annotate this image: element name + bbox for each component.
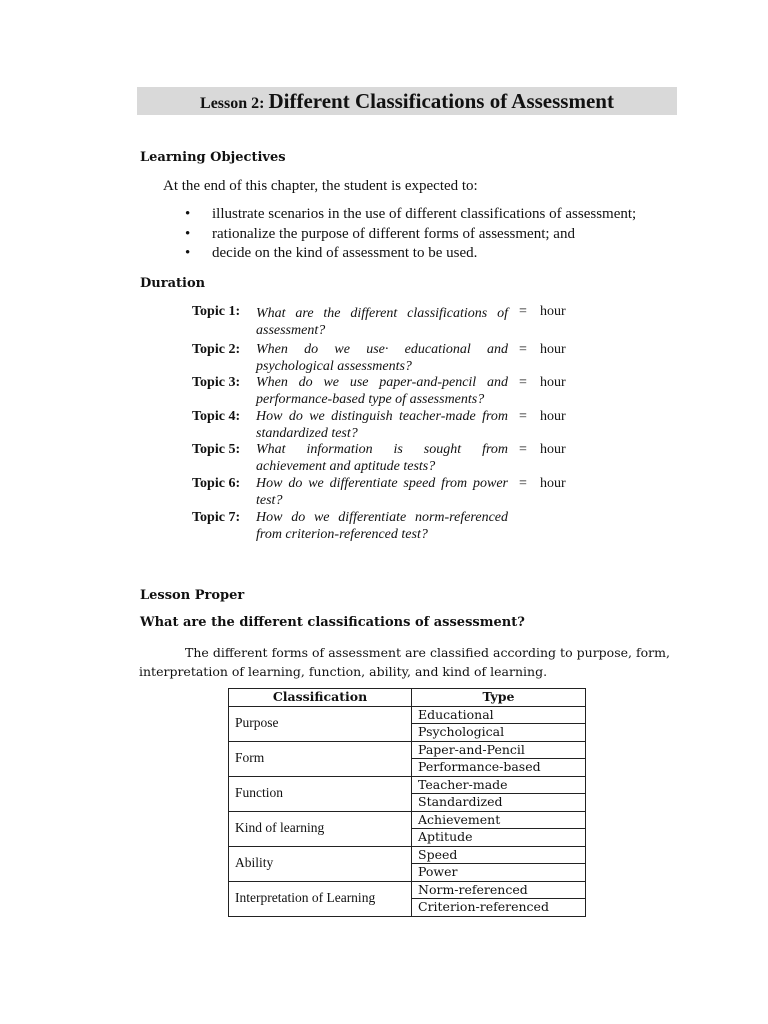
- topic-equals: =: [519, 304, 527, 319]
- table-row: [229, 741, 586, 759]
- topic-question: When do we use paper-and-pencil and performance-based type of assessments?: [256, 375, 508, 407]
- header-classification: Classification: [229, 689, 412, 707]
- table-row: [229, 706, 586, 724]
- topic-duration-unit: hour: [540, 476, 566, 491]
- duration-heading: Duration: [140, 276, 206, 291]
- type-cell: Norm-referenced: [412, 881, 586, 899]
- topic-equals: =: [519, 476, 527, 491]
- topic-question: How do we differentiate speed from power test?: [256, 476, 508, 508]
- classification-cell: Ability: [229, 846, 412, 881]
- lesson-title-bar: [137, 87, 677, 115]
- lesson-title: Different Classifications of Assessment: [268, 89, 614, 113]
- topic-question: What are the different classifications of assessment?: [256, 306, 508, 338]
- objective-item: • decide on the kind of assessment to be used.: [163, 244, 636, 264]
- type-cell: Teacher-made: [412, 776, 586, 794]
- classification-table: [228, 688, 586, 917]
- bullet-icon: •: [185, 225, 191, 242]
- topic-duration-unit: hour: [540, 342, 566, 357]
- bullet-icon: •: [185, 206, 191, 222]
- header-type: Type: [412, 689, 586, 707]
- topic-question: When do we use· educational and psychological assessments?: [256, 342, 508, 374]
- type-cell: Educational: [412, 706, 586, 724]
- objective-item: • rationalize the purpose of different forms of assessment; and: [163, 225, 636, 245]
- topic-label: Topic 2:: [192, 342, 241, 357]
- lesson-proper-heading: Lesson Proper: [140, 588, 245, 603]
- topic-equals: =: [519, 442, 527, 457]
- classification-cell: Interpretation of Learning: [229, 881, 412, 916]
- topic-duration-unit: hour: [540, 304, 566, 319]
- table-row: [229, 811, 586, 829]
- topic-label: Topic 4:: [192, 409, 241, 424]
- topic-equals: =: [519, 342, 527, 357]
- section-question: What are the different classifications of assessment?: [140, 615, 525, 630]
- topic-equals: =: [519, 409, 527, 424]
- intro-paragraph: The different forms of assessment are classified according to purpose, form, interpretation of learning, function, ability, and kind of learning.: [139, 645, 670, 679]
- type-cell: Speed: [412, 846, 586, 864]
- topic-duration-unit: hour: [540, 409, 566, 424]
- type-cell: Criterion-referenced: [412, 899, 586, 917]
- type-cell: Psychological: [412, 724, 586, 742]
- topic-question: What information is sought from achievement and aptitude tests?: [256, 442, 508, 474]
- topic-label: Topic 7:: [192, 510, 241, 525]
- objectives-list: [163, 205, 636, 264]
- type-cell: Performance-based: [412, 759, 586, 777]
- bullet-icon: •: [185, 245, 191, 261]
- topic-question: How do we distinguish teacher-made from standardized test?: [256, 409, 508, 441]
- topic-label: Topic 3:: [192, 375, 241, 390]
- type-cell: Achievement: [412, 811, 586, 829]
- table-row: [229, 881, 586, 899]
- learning-objectives-heading: Learning Objectives: [140, 150, 286, 165]
- type-cell: Paper-and-Pencil: [412, 741, 586, 759]
- topic-question: How do we differentiate norm-referenced from criterion-referenced test?: [256, 510, 508, 542]
- type-cell: Aptitude: [412, 829, 586, 847]
- type-cell: Standardized: [412, 794, 586, 812]
- classification-cell: Form: [229, 741, 412, 776]
- table-header-row: [229, 689, 586, 707]
- objective-item: • illustrate scenarios in the use of different classifications of assessment;: [163, 205, 636, 225]
- classification-cell: Function: [229, 776, 412, 811]
- topic-duration-unit: hour: [540, 442, 566, 457]
- table-row: [229, 776, 586, 794]
- table-row: [229, 846, 586, 864]
- lesson-number: Lesson 2:: [200, 95, 269, 112]
- classification-cell: Kind of learning: [229, 811, 412, 846]
- topic-duration-unit: hour: [540, 375, 566, 390]
- type-cell: Power: [412, 864, 586, 882]
- topic-label: Topic 1:: [192, 304, 241, 319]
- classification-cell: Purpose: [229, 706, 412, 741]
- topic-label: Topic 6:: [192, 476, 241, 491]
- topic-label: Topic 5:: [192, 442, 241, 457]
- topic-equals: =: [519, 375, 527, 390]
- objectives-intro: At the end of this chapter, the student is expected to:: [163, 178, 478, 194]
